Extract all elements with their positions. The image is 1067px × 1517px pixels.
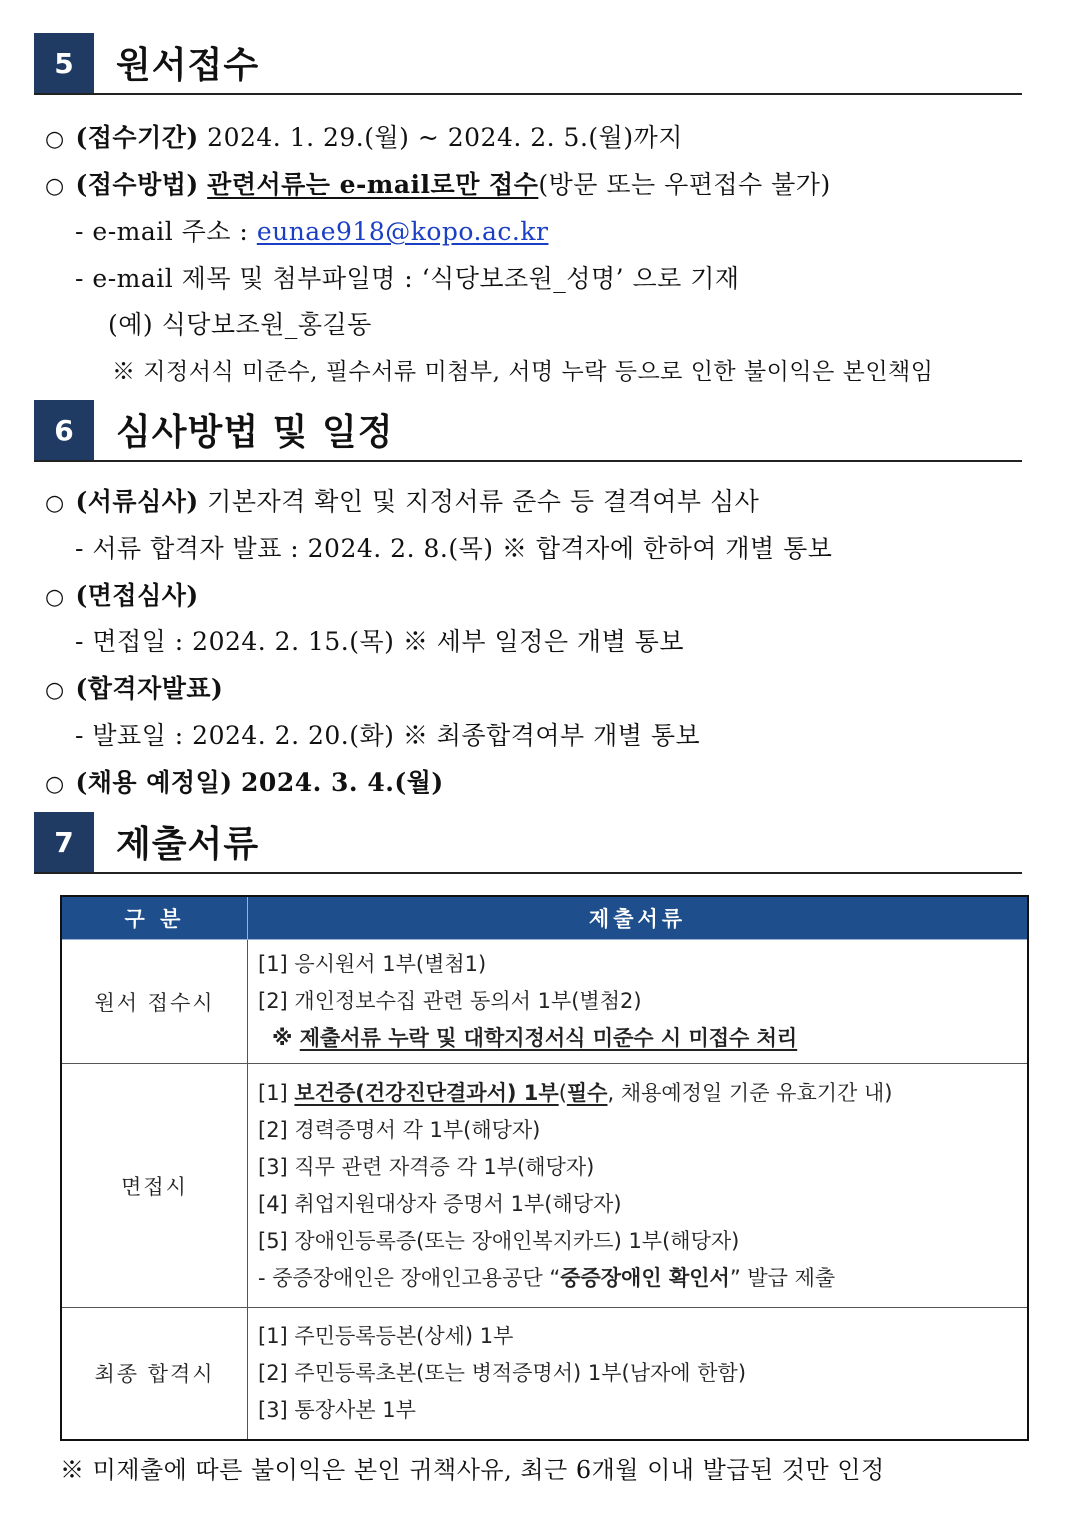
circle-bullet-icon: ○ — [45, 174, 65, 199]
list-item: [4] 취업지원대상자 증명서 1부(해당자) — [258, 1191, 622, 1216]
list-item: [2] 경력증명서 각 1부(해당자) — [258, 1117, 541, 1142]
header-category: 구 분 — [61, 896, 248, 940]
section-5-header — [34, 33, 1022, 95]
row-category: 원서 접수시 — [61, 940, 248, 1064]
circle-bullet-icon: ○ — [45, 491, 65, 516]
table-row — [61, 940, 1028, 1064]
row-category: 면접시 — [61, 1064, 248, 1308]
item-text: , 채용예정일 기준 유효기간 내) — [607, 1080, 893, 1105]
list-item — [258, 1075, 1017, 1112]
row-items — [248, 1308, 1029, 1440]
label: (서류심사) — [75, 487, 199, 516]
value: (방문 또는 우편접수 불가) — [538, 170, 831, 199]
label: (채용 예정일) — [75, 768, 233, 797]
section-number: 7 — [34, 812, 94, 872]
email-address-line — [75, 212, 548, 248]
section-number: 6 — [34, 400, 94, 460]
example-line: (예) 식당보조원_홍길동 — [108, 310, 372, 339]
table-row — [61, 1064, 1028, 1308]
item-emphasis: 필수 — [566, 1080, 608, 1105]
announcement-line — [45, 669, 223, 705]
item-text: ( — [558, 1080, 567, 1105]
list-item: [5] 장애인등록증(또는 장애인복지카드) 1부(해당자) — [258, 1228, 740, 1253]
section-number: 5 — [34, 33, 94, 93]
item-text: ” 발급 제출 — [729, 1265, 836, 1290]
application-period-line — [45, 118, 683, 154]
row-items — [248, 1064, 1029, 1308]
label: - e-mail 주소 : — [75, 217, 257, 246]
label: (접수방법) — [75, 170, 199, 199]
circle-bullet-icon: ○ — [45, 772, 65, 797]
document-screening-line — [45, 482, 759, 518]
item-emphasis: 중증장애인 확인서 — [560, 1265, 730, 1290]
section-title: 제출서류 — [116, 824, 260, 865]
table-header-row — [61, 896, 1028, 940]
emphasis: 관련서류는 e-mail로만 접수 — [207, 170, 539, 199]
list-item — [258, 1260, 1017, 1297]
label: (면접심사) — [75, 581, 199, 610]
section-title: 심사방법 및 일정 — [116, 412, 394, 453]
note-mark: ※ — [272, 1026, 300, 1050]
circle-bullet-icon: ○ — [45, 678, 65, 703]
value: 기본자격 확인 및 지정서류 준수 등 결격여부 심사 — [207, 487, 760, 516]
list-item: [2] 주민등록초본(또는 병적증명서) 1부(남자에 한함) — [258, 1360, 747, 1385]
item-emphasis: 보건증(건강진단결과서) 1부 — [294, 1080, 559, 1105]
hire-date-line — [45, 763, 444, 799]
item-prefix: [1] — [258, 1080, 295, 1105]
list-item: [3] 직무 관련 자격증 각 1부(해당자) — [258, 1154, 595, 1179]
note-text: 제출서류 누락 및 대학지정서식 미준수 시 미접수 처리 — [299, 1026, 798, 1050]
section-7-header — [34, 812, 1022, 874]
application-method-line — [45, 165, 831, 201]
row-items — [248, 940, 1029, 1064]
list-item: [1] 주민등록등본(상세) 1부 — [258, 1323, 514, 1348]
document-result-line: - 서류 합격자 발표 : 2024. 2. 8.(목) ※ 합격자에 한하여 개별 통보 — [75, 534, 833, 563]
interview-date-line: - 면접일 : 2024. 2. 15.(목) ※ 세부 일정은 개별 통보 — [75, 627, 684, 656]
email-subject-line: - e-mail 제목 및 첨부파일명 : ‘식당보조원_성명’ 으로 기재 — [75, 264, 740, 293]
list-item: [1] 응시원서 1부(별첨1) — [258, 952, 487, 976]
row-category: 최종 합격시 — [61, 1308, 248, 1440]
email-link[interactable]: eunae918@kopo.ac.kr — [256, 217, 549, 246]
header-documents: 제출서류 — [248, 896, 1029, 940]
label: (접수기간) — [75, 123, 199, 152]
documents-table — [60, 895, 1029, 1441]
footer-note: ※ 미제출에 따른 불이익은 본인 귀책사유, 최근 6개월 이내 발급된 것만 인정 — [60, 1456, 885, 1484]
section-6-header — [34, 400, 1022, 462]
interview-line — [45, 576, 199, 612]
list-item: [2] 개인정보수집 관련 동의서 1부(별첨2) — [258, 989, 642, 1013]
circle-bullet-icon: ○ — [45, 127, 65, 152]
item-text: - 중증장애인은 장애인고용공단 “ — [258, 1265, 561, 1290]
list-item: [3] 통장사본 1부 — [258, 1397, 416, 1422]
section-title: 원서접수 — [116, 45, 260, 86]
announcement-date-line: - 발표일 : 2024. 2. 20.(화) ※ 최종합격여부 개별 통보 — [75, 721, 701, 750]
note-line: ※ 지정서식 미준수, 필수서류 미첨부, 서명 누락 등으로 인한 불이익은 본인책임 — [112, 359, 934, 385]
label: (합격자발표) — [75, 674, 224, 703]
list-item-note — [258, 1020, 1017, 1057]
circle-bullet-icon: ○ — [45, 585, 65, 610]
table-row — [61, 1308, 1028, 1440]
value: 2024. 1. 29.(월) ~ 2024. 2. 5.(월)까지 — [207, 123, 683, 152]
value: 2024. 3. 4.(월) — [241, 768, 444, 797]
